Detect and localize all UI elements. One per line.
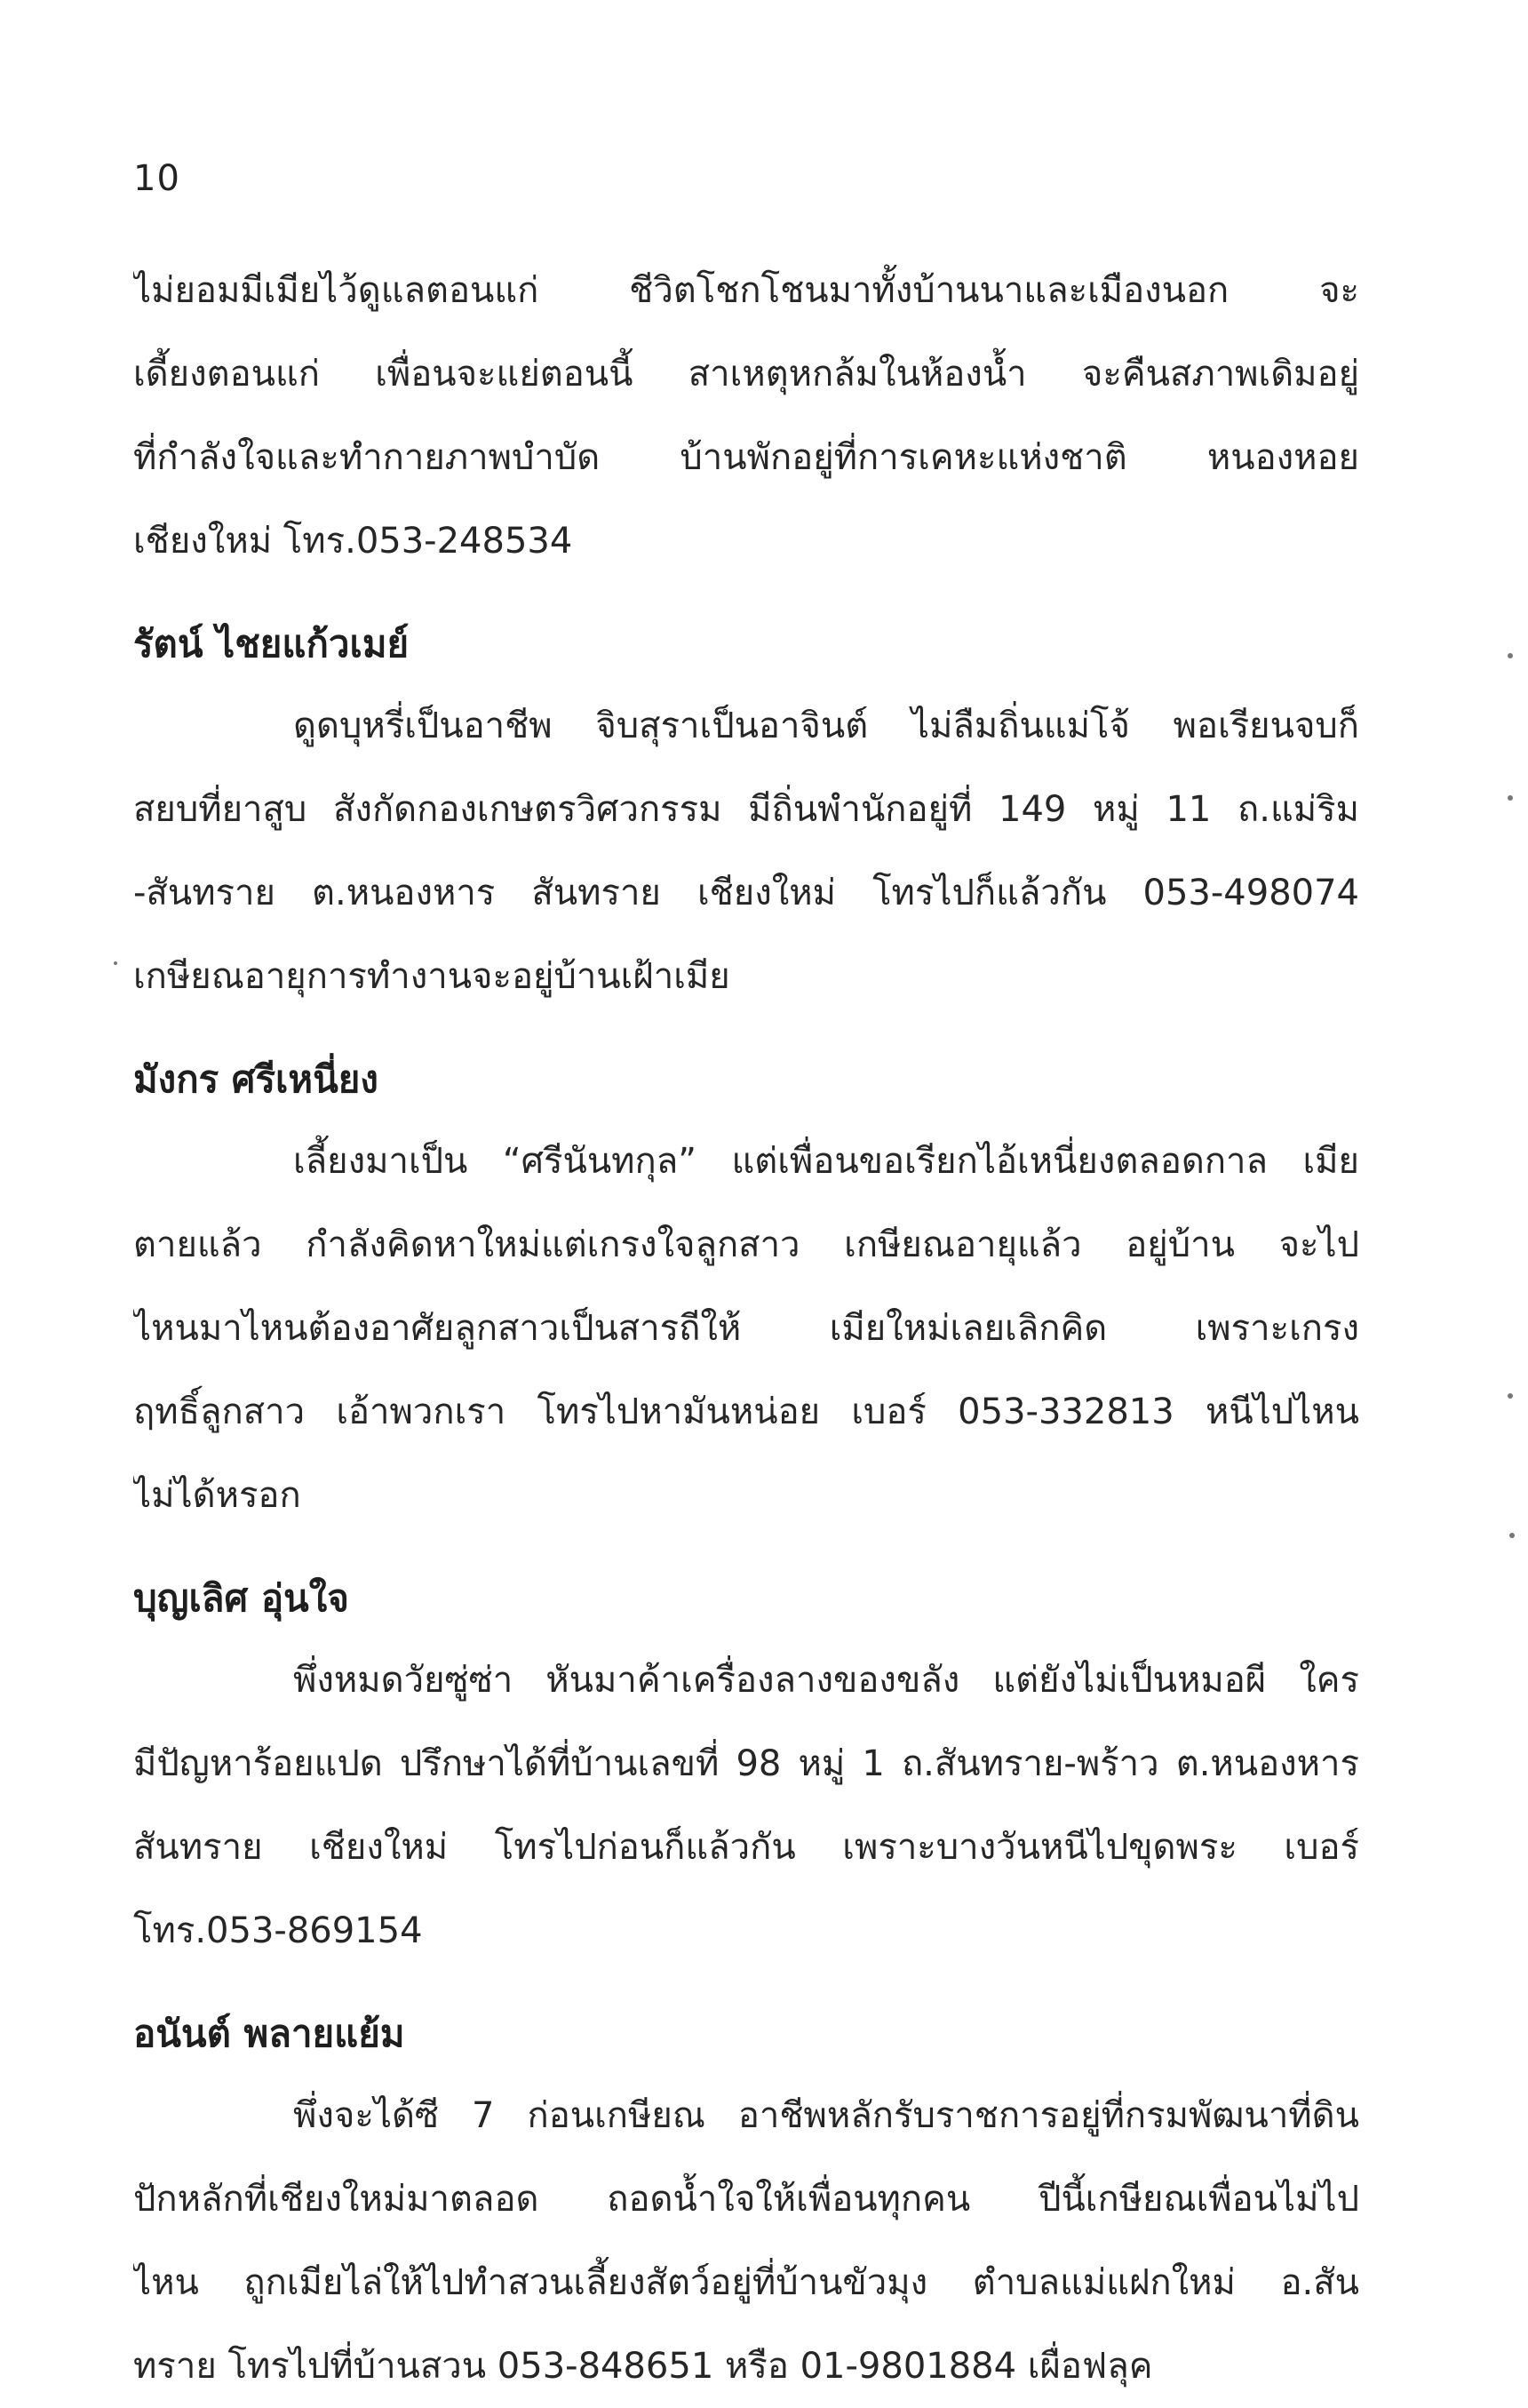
intro-paragraph xyxy=(133,249,1359,583)
text-line: -สันทราย ต.หนองหาร สันทราย เชียงใหม่ โทรไปก็แล้วกัน 053-498074 xyxy=(133,873,1359,913)
text-line: เชียงใหม่ โทร.053-248534 xyxy=(133,521,573,562)
text-line: เดี้ยงตอนแก่ เพื่อนจะแย่ตอนนี้ สาเหตุหกล้มในห้องน้ำ จะคืนสภาพเดิมอยู่ xyxy=(133,354,1359,395)
text-line: ไหนมาไหนต้องอาศัยลูกสาวเป็นสารถีให้ เมียใหม่เลยเลิกคิด เพราะเกรง xyxy=(133,1308,1359,1349)
entry-heading: บุญเลิศ อุ่นใจ xyxy=(133,1576,349,1620)
text-line: ดูดบุหรี่เป็นอาชีพ จิบสุราเป็นอาจินต์ ไม่ลืมถิ่นแม่โจ้ พอเรียนจบก็ xyxy=(293,706,1359,746)
page-body xyxy=(133,249,1359,2408)
entry-anan xyxy=(133,1994,1359,2408)
scan-speck xyxy=(1508,1393,1513,1399)
entry-boonlert xyxy=(133,1559,1359,1973)
text-line: พึ่งหมดวัยซู่ซ่า หันมาค้าเครื่องลางของขลัง แต่ยังไม่เป็นหมอผี ใคร xyxy=(293,1660,1359,1701)
text-line: มีปัญหาร้อยแปด ปรึกษาได้ที่บ้านเลขที่ 98 หมู่ 1 ถ.สันทราย-พร้าว ต.หนองหาร xyxy=(133,1743,1359,1784)
entry-mangkorn xyxy=(133,1040,1359,1537)
text-line: ที่กำลังใจและทำกายภาพบำบัด บ้านพักอยู่ที่การเคหะแห่งชาติ หนองหอย xyxy=(133,437,1359,478)
text-line: พึ่งจะได้ซี 7 ก่อนเกษียณ อาชีพหลักรับราชการอยู่ที่กรมพัฒนาที่ดิน xyxy=(293,2095,1359,2136)
text-line: ไม่ได้หรอก xyxy=(133,1475,301,1516)
entry-rat xyxy=(133,604,1359,1018)
entry-heading: มังกร ศรีเหนี่ยง xyxy=(133,1057,378,1101)
text-line: สยบที่ยาสูบ สังกัดกองเกษตรวิศวกรรม มีถิ่นพำนักอยู่ที่ 149 หมู่ 11 ถ.แม่ริม xyxy=(133,789,1359,830)
text-line: ตายแล้ว กำลังคิดหาใหม่แต่เกรงใจลูกสาว เกษียณอายุแล้ว อยู่บ้าน จะไป xyxy=(133,1224,1359,1265)
text-line: ทราย โทรไปที่บ้านสวน 053-848651 หรือ 01-9801884 เผื่อฟลุค xyxy=(133,2346,1153,2387)
text-line: ไหน ถูกเมียไล่ให้ไปทำสวนเลี้ยงสัตว์อยู่ที่บ้านขัวมุง ตำบลแม่แฝกใหม่ อ.สัน xyxy=(133,2262,1359,2303)
scan-speck xyxy=(1508,795,1513,801)
scan-speck xyxy=(1508,653,1513,658)
text-line: ปักหลักที่เชียงใหม่มาตลอด ถอดน้ำใจให้เพื่อนทุกคน ปีนี้เกษียณเพื่อนไม่ไป xyxy=(133,2179,1359,2220)
scan-speck xyxy=(1509,1533,1515,1538)
text-line: โทร.053-869154 xyxy=(133,1910,423,1951)
text-line: เกษียณอายุการทำงานจะอยู่บ้านเฝ้าเมีย xyxy=(133,956,730,997)
text-line: เลี้ยงมาเป็น “ศรีนันทกุล” แต่เพื่อนขอเรียกไอ้เหนี่ยงตลอดกาล เมีย xyxy=(293,1141,1359,1182)
text-line: ฤทธิ์ลูกสาว เอ้าพวกเรา โทรไปหามันหน่อย เบอร์ 053-332813 หนีไปไหน xyxy=(133,1391,1359,1432)
page-number: 10 xyxy=(133,158,180,199)
scan-speck xyxy=(114,961,117,965)
text-line: ไม่ยอมมีเมียไว้ดูแลตอนแก่ ชีวิตโชกโชนมาทั้งบ้านนาและเมืองนอก จะ xyxy=(133,270,1359,311)
entry-heading: รัตน์ ไชยแก้วเมย์ xyxy=(133,622,410,666)
text-line: สันทราย เชียงใหม่ โทรไปก่อนก็แล้วกัน เพราะบางวันหนีไปขุดพระ เบอร์ xyxy=(133,1827,1359,1868)
entry-heading: อนันต์ พลายแย้ม xyxy=(133,2012,405,2055)
